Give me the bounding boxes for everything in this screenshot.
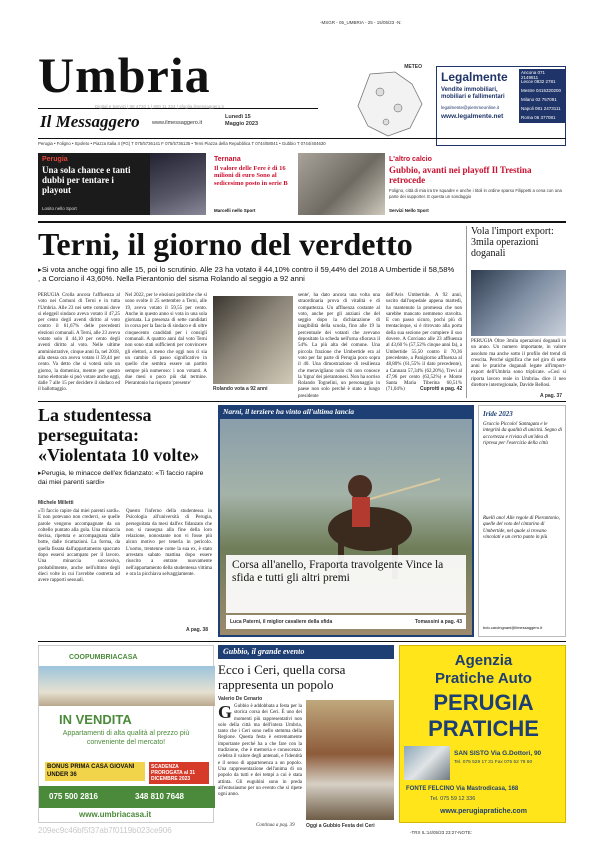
teaser-perugia[interactable] [38,153,206,215]
sidebar-divider [466,226,467,398]
agency-line3: PERUGIA [433,690,534,715]
vignette-email[interactable]: bdo.carcingnani@ilmessaggero.it [483,625,543,630]
city-row: Roma 06 377081 [521,115,556,120]
lead-photo [213,296,293,384]
lead-photo-caption: Rolando vota a 92 anni [213,386,268,392]
legalmente-ad[interactable] [436,66,566,146]
import-headline: Vola l'import export: 3mila operazioni doganali [471,226,554,259]
city-row: Milano 02 757091 [521,97,557,102]
gubbio-dropcap: G [218,702,233,722]
import-byline: A pag. 37 [540,393,563,399]
coop-text: Appartamenti di alta qualità al prezzo più conveniente del mercato! [62,730,190,746]
narni-caption-bar [226,615,466,629]
agency-office1: SAN SISTO Via G.Dottori, 90 [454,750,542,757]
gubbio-text: G Gubbio è addobbata a festa per la storica corsa dei Ceri. È uno dei momenti più rappresentativi non solo della città ma dell'intera Umbria, tanto che i Ceri sono nello stemma della Regione. Questa festa è estremamente importante perché ha a che fare con la tradizione, che è memoria e conoscenza: celebra il valore degli antenati, e l'identità e il senso di appartenenza a un popolo. Una rappresentazione dell'anima di un popolo da tutti e dei tempi a cui è stata attinta. Gli eugubini sono in preda all'entusiasmo per un evento che si ripete ogni anno. [218,702,302,798]
import-text: PERUGIA Oltre 3mila operazioni doganali in un anno. Un numero importante, in valore assoluto ma anche sotto il profilo del trend di crescita. Perché significa che nel giro di sette anni le pratiche doganali legate all'import-export dell'Umbria sono triplicate. «Così si riporta lavoro reale in Umbria» dice il neo direttore interregionale, Davide Bellosi. [471,339,566,389]
vignette-text2: Ruelli ano! Alle regole di Pierantonio, quelle del voto del cinturino di Umbertide, nel quale si trovano vincolati e un certo punto in più [483,516,560,540]
narni-headline: Corsa all'anello, Fraporta travolgente Vince la sfida e tutti gli altri premi [232,559,444,584]
narni-caption: Luca Paterni, il miglior cavaliere della sfida [230,619,333,625]
gubbio-caption: Oggi a Gubbio Festa dei Ceri [306,823,375,829]
coop-photo [39,666,215,706]
meteo-label: METEO [404,64,422,70]
lead-col2: Nel 2022, per le elezioni politiche che si sono svolte il 25 settembre a Terni, alle 19, aveva votato il 59,55 per cento. Anche in questo anno si vota in una sola giornata. La presenza di sette candidati in corsa per la fascia di sindaco e di oltre cinquecento candidati per i consigli comunali. A quattro anni dal voto Terni non sono stati sufficienti per convincere gli elettori, a meno che oggi non ci sia un cambio di passo significativo in quello che sembra essere un partito sempre più numeroso: i non votanti. A due mesi o poco più dal termine. Pierantonio ha risposto 'presente' [125,293,207,387]
top-strip: -MSGR - 05_UMBRIA - 25 - 15/05/23 -N: [320,20,402,25]
gubbio-headline: Ecco i Ceri, quella corsa rappresenta un popolo [218,662,346,692]
student-col1: «Ti faccio rapire dai miei parenti sardi». E non potevano non crederci, se quelle parole vengono accompagnate da un coltello puntato alla gola. Una minaccia decisa, ripetuta e accompagnata dalle botte, dalle ricattazioni. La forma, da quella fissata dall'appartamento spaccato dopo essersi accampato per il lavoro. Una minaccia successiva, probabilmente, anche nell'ultimo degli dieci volte in cui l'avrebbe costretta ad avere rapporti sessuali. [38,509,120,584]
coop-phone-bar [39,786,215,808]
gubbio-continued: Continua a pag. 39 [256,823,295,828]
import-photo [471,270,566,336]
coop-tel1[interactable]: 075 500 2816 [49,792,98,801]
student-byline: A pag. 38 [186,627,209,633]
coop-bonus: BONUS PRIMA CASA GIOVANI UNDER 36 [45,762,145,781]
student-subhead: ▸Perugia, le minacce dell'ex fidanzato: «Ti faccio rapire dai miei parenti sardi» [38,470,204,486]
city-row: Ancona 071 2149811 [521,70,546,80]
narni-kicker: Narni, il terziere ha vinto all'ultima lancia [223,407,355,416]
meteo-box [350,64,430,136]
legalmente-brand: Legalmente [441,70,508,84]
coop-brand: COOPUMBRIACASA [69,654,138,661]
date-line1: Lunedì 15 [225,114,251,120]
teaser-title: Gubbio, avanti nei playoff Il Trestina retrocede [389,165,532,185]
legalmente-line1: Vendite immobiliari, [441,87,498,93]
umbria-map-icon [350,70,430,142]
barcode-text: 209ec9c46bf5f37ab7f0119b023ce906 [38,826,172,835]
agency-line4: PRATICHE [428,716,539,741]
teaser-byline: Losito nello Sport [42,206,77,211]
agency-photo [404,746,450,780]
teaser-tag: Perugia [42,156,68,163]
lead-subhead: ▸Si vota anche oggi fino alle 15, poi lo scrutinio. Alle 23 ha votato il 44,10% contro il 59,44% del 2018 A Umbertide il 58,58% , a Corciano il 43,60%. Nella Pierantonio del sisma Rolando al seggio a 92 anni [38,265,455,284]
legalmente-email: legalmente@piemmeonline.it [441,105,500,110]
gubbio-author: Valerio De Cenario [218,696,263,702]
bottom-strip: -TRX IL:14/05/23 23:27-NOTE: [410,830,473,835]
city-row: Napoli 081 2473111 [521,106,561,111]
student-rule [38,401,566,402]
agency-office2-tel: Tel. 075 59 12 336 [430,796,476,802]
teaser-title: Una sola chance e tanti dubbi per tentare i playout [42,165,131,195]
legalmente-cities [519,69,565,123]
narni-byline: Tomassini a pag. 43 [414,619,462,625]
coop-url[interactable]: www.umbriacasa.it [79,810,152,819]
narni-headline-box [226,555,466,613]
teaser-byline: Marcelli nello Sport [214,208,256,213]
agency-office1-tel: Tel. 075 529 17 31 Fax 075 52 78 60 [454,760,533,765]
student-col2: Questo l'inferno della studentessa in Psicologia all'università di Perugia, perseguitata da mesi dall'ex fidanzato che non si rassegna alla fine della loro relazione, nonostante non vi fosse più alcun motivo per tenerla in pericolo. L'uomo, trentenne come la sua ex, è stato arrestato sabato mattina dopo essere riuscito a entrare nuovamente nell'appartamento della studentessa vittima e ora la picchiava selvaggiamente. [126,509,213,577]
vignette-box [478,405,566,637]
city-row: Lecce 0832 2781 [521,79,556,84]
agency-line2: Pratiche Auto [435,670,532,687]
vignette-date: Iride 2023 [483,410,513,418]
lead-col4: dell'Avis Umbertide. A 92 anni, uscito dall'ospedale appena martedì, ha mantenuto la promessa che non sarebbe mancato nemmeno stavolta. E con passo sicuro, pochi più di trentacinque, si è ritrovato alla porta della sua sezione per compiere il suo dovere. A Corciano alle 23 affluenza al 43,60 % (57,52% cinque anni fa), a Umbertide 55,50 contro il 70,36 precedente, a Panigiorno affluenza al 48,80% (61,55% il dato precedente), a Cannara 57,34% (62,20%), Trevi al 47,96 per cento (63,52%) e Monte Santa Maria Tiberina 60,51% (71,04%) [386,293,462,393]
coop-casa-ad[interactable] [38,645,214,823]
agency-line1: Agenzia [454,652,513,669]
address-rule [38,138,566,139]
lead-col1: PERUGIA Crolla ancora l'affluenza al voto nei Comuni di Terni e in tutta l'Umbria. Alle 23 nei sette comuni dove si eleggeil sindaco aveva votato il 47,25 per cento degli aventi diritto al voto contro il 61,67% delle precedenti elezioni comunali. A Terni, alle 23 aveva votato solo il 44,10 per cento degli aventi diritto al voto. Nelle ultime amministrative, cinque anni fa, nel 2018, alla stessa ora aveva votato il 59,44 per cento. Va detto che si voterà solo un giorno, la domenica, mentre per questo turno elettorale si può votare anche oggi, dalle 7 alle 15 per decidere il sindaco ed il ballottaggio. [38,293,120,393]
teaser-byline: Servizi Nello Sport [389,208,429,213]
coop-tel2[interactable]: 348 810 7648 [135,792,184,801]
paper-url[interactable]: www.ilmessaggero.it [152,120,203,126]
lead-headline: Terni, il giorno del verdetto [38,226,413,262]
vignette-text: Gruccio Piccolo! Santagata e le integrità da qualità di unicità. Segno di accortezza e rivista di un'idea di ripresa per l'esercizio della città [483,422,563,446]
lead-rule [38,221,566,223]
address-bar: Perugia • Foligno • Spoleto • Piazza Italia 4 (PG) T 075/5736141 F 075/5736135 • Terni Piazza della Repubblica T 0744/58041 • Gubbio T 0744/404630 [38,141,326,146]
gubbio-kicker-bar [218,645,394,659]
teaser-tag: Ternana [214,156,241,163]
teaser-photo [150,153,206,215]
narni-box[interactable] [218,405,474,637]
date-line2: Maggio 2023 [225,121,259,127]
agency-url[interactable]: www.perugiapratiche.com [440,808,527,815]
bottom-rule [38,641,566,642]
lead-byline: Cuprotti a pag. 42 [420,386,463,392]
lead-col3: sente', ha dato ancora una volta una straordinaria prova di vitalità e di compattezza. Un affluenza costante al voto, anche per gli anziani che del seggio dopo la dichiarazione di inagibilità della scuola, fino alle 19 la percentuale dei votanti che avevano depositato la scheda nell'urna sfiorava il 54%. La più alta del comune. Una piccola frazione che Umbertide era al voto per far parte di Perugia poco sopra il 40. Una dimostrazione di resilienza che meravigliano nolo chi non conosce la 'tigna' dei pierantonesi. Non ha sorriso Rolando Tognelini, un personaggio in paese non solo perché è stato a lungo presidente [298,293,380,399]
legalmente-url[interactable]: www.legalmente.net [441,113,504,120]
coop-scadenza: SCADENZA PROROGATA al 31 DICEMBRE 2023 [149,762,209,784]
teaser-photo [298,153,385,215]
city-row: Mestre 0415320200 [521,88,562,93]
masthead-title: Umbria [38,47,211,103]
student-headline: La studentessa perseguitata: «Violentata 10 volte» [38,405,200,465]
gubbio-kicker: Gubbio, il grande evento [223,647,305,656]
gubbio-photo [306,700,394,820]
masthead-info: Digital e Servizi | 06 4720 1 | 800 11 224 | sfoglia.ilmessaggero.it [95,104,224,109]
teaser-title: Il valore delle Fere è di 16 milioni di euro Sono al sedicesimo posto in serie B [214,165,288,187]
teaser-tag: L'altro calcio [389,156,432,163]
legalmente-line2: mobiliari e fallimentari [441,94,505,100]
agency-office2: FONTE FELCINO Via Mastrodicasa, 168 [406,786,519,792]
teaser-ternana[interactable] [210,153,385,215]
teaser-text: Foligno, città di mia ira tre squadre e anche i titoli in ordine sparso Filippetti a cena con una parte dei supporter. E questa un sondaggio [389,188,562,199]
teaser-altro-calcio[interactable] [389,153,566,215]
student-author: Michele Milletti [38,500,74,506]
paper-name: Il Messaggero [40,112,140,131]
coop-title: IN VENDITA [59,712,132,727]
perugia-pratiche-ad[interactable] [399,645,566,823]
